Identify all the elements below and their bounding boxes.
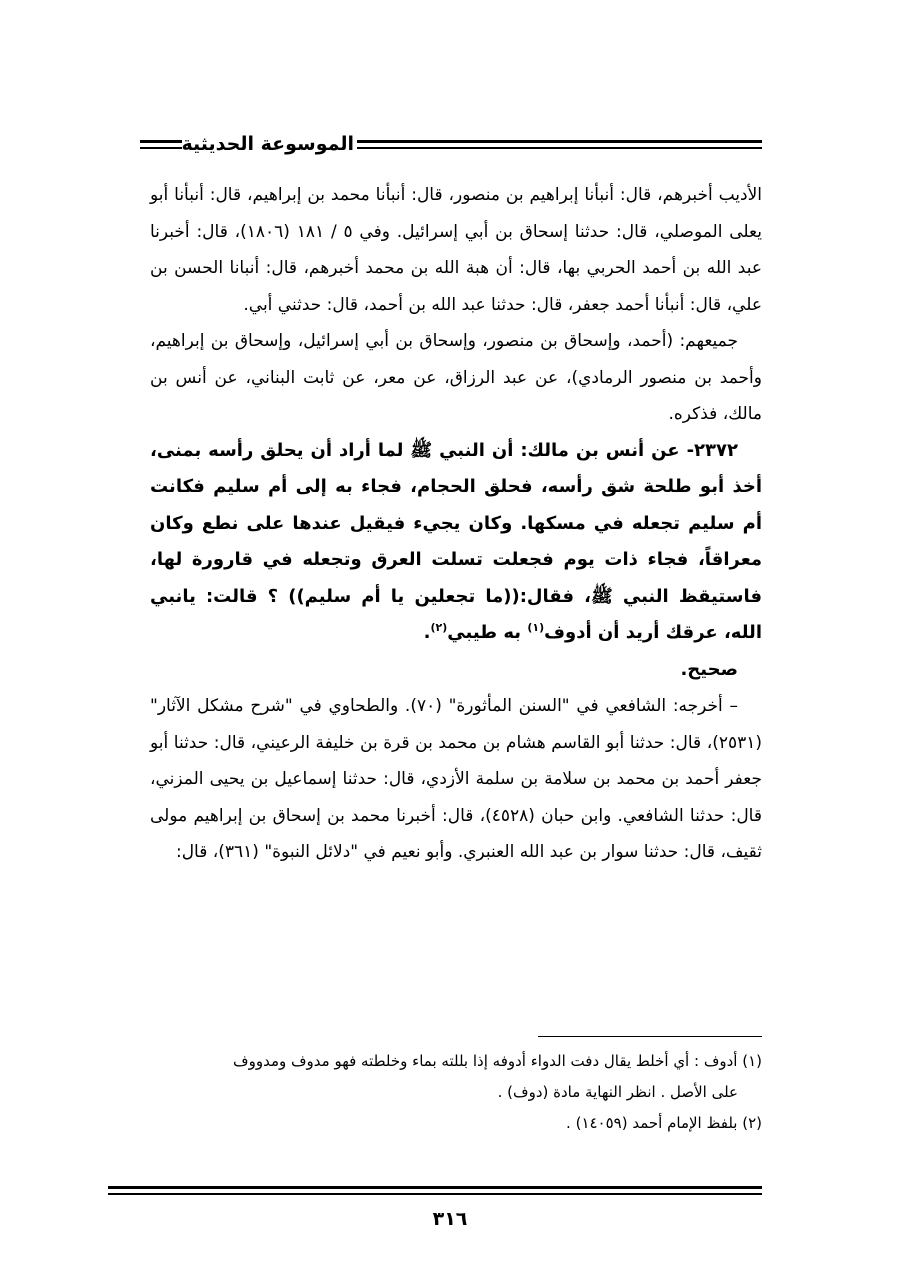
header-rule-right	[357, 140, 762, 149]
footnote-1: (١) أدوف : أي أخلط يقال دفت الدواء أدوفه إذا بللته بماء وخلطته فهو مدوف ومدووف	[233, 1052, 762, 1070]
footnote-separator	[538, 1036, 762, 1037]
grade-label: صحيح.	[680, 658, 738, 680]
footnote-1-continuation: على الأصل . انظر النهاية مادة (دوف) .	[497, 1083, 738, 1101]
isnad-paragraph-2: جميعهم: (أحمد، وإسحاق بن منصور، وإسحاق بن أبي إسرائيل، وإسحاق بن إبراهيم، وأحمد بن منصور الرمادي)، عن عبد الرزاق، عن معر، عن ثابت البناني، عن أنس بن مالك، فذكره.	[150, 331, 762, 424]
hadith-end: .	[423, 622, 431, 643]
footnote-ref-2: (٢)	[430, 621, 448, 634]
footer-rule	[108, 1186, 762, 1195]
hadith-number: ٢٣٧٢-	[686, 439, 738, 461]
hadith-text-part-1: عن أنس بن مالك: أن النبي ﷺ لما أراد أن يحلق رأسه بمنى، أخذ أبو طلحة شق رأسه، فحلق الحجام، فجاء به إلى أم سليم فكانت أم سليم تجعله في مسكها. وكان يجيء فيقيل عندها على نطع وكان معراقاً، فجاء ذات يوم فجعلت تسلت العرق وتجعله في قارورة لها، فاستيقظ النبي ﷺ، فقال:((ما تجعلين يا أم سليم)) ؟ قالت: يانبي الله، عرقك أريد أن أدوف	[150, 439, 762, 643]
header-rule-left	[140, 140, 182, 149]
hadith-paragraph	[150, 433, 762, 652]
page-number: ٣١٦	[432, 1208, 468, 1230]
footnotes	[150, 1046, 762, 1139]
isnad-paragraph-1: الأديب أخبرهم، قال: أنبأنا إبراهيم بن منصور، قال: أنبأنا محمد بن إبراهيم، قال: أنبأنا أبو يعلى الموصلي، قال: حدثنا إسحاق بن أبي إسرائيل. وفي ٥ / ١٨١ (١٨٠٦)، قال: أخبرنا عبد الله بن أحمد الحربي بها، قال: أن هبة الله بن محمد أخبرهم، قال: أنبانا الحسن بن علي، قال: أنبأنا أحمد جعفر، قال: حدثنا عبد الله بن أحمد، قال: حدثني أبي.	[150, 185, 762, 315]
main-text	[150, 177, 762, 871]
header-title: الموسوعة الحديثية	[181, 133, 354, 155]
takhrij-paragraph: – أخرجه: الشافعي في "السنن المأثورة" (٧٠). والطحاوي في "شرح مشكل الآثار" (٢٥٣١)، قال: حدثنا أبو القاسم هشام بن محمد بن قرة بن خليفة الرعيني، قال: حدثنا أبو جعفر أحمد بن محمد بن سلامة بن سلمة الأزدي، قال: حدثنا إسماعيل بن يحيى المزني، قال: حدثنا الشافعي. وابن حبان (٤٥٢٨)، قال: أخبرنا محمد بن إسحاق بن إبراهيم مولى ثقيف، قال: حدثنا سوار بن عبد الله العنبري. وأبو نعيم في "دلائل النبوة" (٣٦١)، قال:	[150, 696, 762, 862]
page-header	[140, 130, 762, 160]
footnote-ref-1: (١)	[527, 621, 545, 634]
hadith-text-part-2: به طيبي	[447, 622, 528, 643]
footnote-2: (٢) بلفظ الإمام أحمد (١٤٠٥٩) .	[566, 1114, 762, 1132]
